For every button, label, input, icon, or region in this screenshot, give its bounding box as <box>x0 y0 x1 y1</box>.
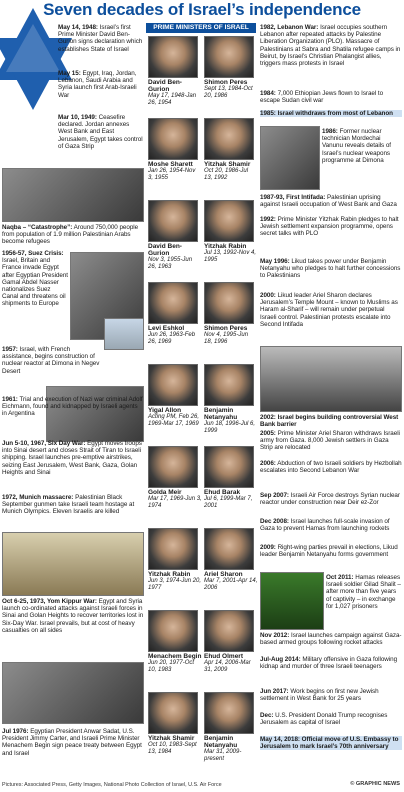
event-1972-munich: 1972, Munich massacre: Palestinian Black September gunmen take Israeli team hostage at Munich Olympics. Eleven Israelis are killed <box>2 494 135 516</box>
pm-name: Golda Meir <box>148 489 182 496</box>
pm-portrait <box>204 200 254 242</box>
pm-term-dates: Mar 17, 1969-Jun 3, 1974 <box>148 496 202 509</box>
pm-term-dates: Jan 26, 1954-Nov 3, 1955 <box>148 168 196 181</box>
pm-portrait <box>148 528 198 570</box>
pm-card <box>204 364 258 434</box>
pm-card <box>148 446 202 509</box>
pm-portrait <box>148 36 198 78</box>
event-2018-embassy: May 14, 2018: Official move of U.S. Embassy to Jerusalem to mark Israel’s 70th anniversary <box>260 736 402 750</box>
pm-card <box>204 446 258 509</box>
pm-portrait <box>204 446 254 488</box>
dimona-reactor-photo <box>104 318 144 350</box>
pm-card <box>204 200 258 263</box>
event-1985-lebanon-withdrawal: 1985: Israel withdraws from most of Lebanon <box>260 110 402 117</box>
pm-name: Yitzhak Rabin <box>148 571 191 578</box>
event-1992-rabin: 1992: Prime Minister Yitzhak Rabin pledges to halt Jewish settlement expansion programme, opens secret talks with PLO <box>260 216 399 238</box>
pm-portrait <box>148 692 198 734</box>
pm-card <box>148 282 202 345</box>
event-2008-gaza-invasion: Dec 2008: Israel launches full-scale invasion of Gaza to prevent Hamas from launching rockets <box>260 518 390 533</box>
event-2002-barrier: 2002: Israel begins building controversial West Bank barrier <box>260 414 399 429</box>
event-1967-six-day-war: Jun 5-10, 1967, Six Day War: Egypt moves troops into Sinai desert and closes Strait of Tiran to Israeli shipping. Israel launches pre-emptive airstrikes, seizing East Jerusalem, West Bank, Gaza, Golan Heights and Sinai <box>2 440 142 476</box>
pm-term-dates: Mar 31, 2009-present <box>204 749 242 762</box>
event-2017-jerusalem: Dec: U.S. President Donald Trump recognises Jerusalem as capital of Israel <box>260 712 388 727</box>
pm-portrait <box>204 364 254 406</box>
event-2006-lebanon: 2006: Abduction of two Israeli soldiers by Hezbollah escalates into Second Lebanon War <box>260 460 402 475</box>
event-1984-ethiopian-jews: 1984: 7,000 Ethiopian Jews flown to Israel to escape Sudan civil war <box>260 90 384 105</box>
pm-name: Levi Eshkol <box>148 325 185 332</box>
pm-name: Shimon Peres <box>204 79 248 86</box>
pm-term-dates: Nov 4, 1995-Jun 18, 1996 <box>204 332 249 345</box>
pm-term-dates: Apr 14, 2006-Mar 31, 2009 <box>204 660 251 673</box>
pm-portrait <box>148 364 198 406</box>
pm-card <box>148 36 202 106</box>
pm-card <box>204 692 258 762</box>
page-title: Seven decades of Israel’s independence <box>43 0 361 19</box>
pm-term-dates: Jun 18, 1996-Jul 6, 1999 <box>204 421 256 434</box>
pm-name: Benjamin Netanyahu <box>204 407 238 421</box>
pm-portrait <box>204 692 254 734</box>
shalit-photo <box>260 572 324 630</box>
pm-term-dates: Nov 3, 1955-Jun 26, 1963 <box>148 257 193 270</box>
pm-name: Benjamin Netanyahu <box>204 735 238 749</box>
pm-term-dates: Jul 13, 1992-Nov 4, 1995 <box>204 250 257 263</box>
pm-portrait <box>148 200 198 242</box>
pm-card <box>148 200 202 270</box>
pm-term-dates: Jun 3, 1974-Jun 20, 1977 <box>148 578 202 591</box>
graphic-news-credit: © GRAPHIC NEWS <box>350 781 400 787</box>
pm-card <box>204 528 258 591</box>
event-1961-eichmann: 1961: Trial and execution of Nazi war criminal Adolf Eichmann, found and kidnapped by Israeli agents in Argentina <box>2 396 143 418</box>
event-first-intifada: 1987-93, First Intifada: Palestinian uprising against Israeli occupation of West Bank and Gaza <box>260 194 397 209</box>
event-1978-peace-treaty: Jul 1976: Egyptian President Anwar Sadat, U.S. President Jimmy Carter, and Israeli Prime Minister Menachem Begin sign peace treaty between Egypt and Israel <box>2 728 142 757</box>
tanks-photo <box>2 532 144 596</box>
pm-name: David Ben-Gurion <box>148 243 182 257</box>
event-1982-lebanon-war: 1982, Lebanon War: Israel occupies southern Lebanon after repeated attacks by Palestine Liberation Organization (PLO). Massacre of Palestinians at Sabra and Shatila refugee camps in Beirut, by Israel’s Christian Phalangist allies, triggers mass protests in Israel <box>260 24 401 68</box>
pm-name: Menachem Begin <box>148 653 202 660</box>
pm-term-dates: Mar 7, 2001-Apr 14, 2006 <box>204 578 258 591</box>
vanunu-photo <box>260 126 320 190</box>
event-1986-vanunu: 1986: Former nuclear technician Mordechai Vanunu reveals details of Israel’s nuclear weapons programme at Dimona <box>322 128 391 164</box>
pm-term-dates: Jul 6, 1999-Mar 7, 2001 <box>204 496 253 509</box>
pm-grid <box>146 34 258 780</box>
pm-card <box>148 118 202 181</box>
pm-term-dates: Oct 20, 1986-Jul 13, 1992 <box>204 168 249 181</box>
pm-portrait <box>204 118 254 160</box>
pm-name: Ehud Olmert <box>204 653 244 660</box>
pm-portrait <box>148 610 198 652</box>
pm-name: Yitzhak Shamir <box>204 161 251 168</box>
pm-name: Shimon Peres <box>204 325 248 332</box>
right-timeline <box>258 0 404 780</box>
event-1949-ceasefire: Mar 10, 1949: Ceasefire declared. Jordan annexes West Bank and East Jerusalem, Egypt takes control of Gaza Strip <box>58 114 143 150</box>
pm-card <box>148 528 202 591</box>
event-suez-crisis: 1956-57, Suez Crisis: Israel, Britain and France invade Egypt after Egyptian President Gamal Abdel Nasser nationalizes Suez Canal and threatens oil shipments to Europe <box>2 250 69 308</box>
pm-card <box>204 282 258 345</box>
pm-portrait <box>204 610 254 652</box>
event-1948-arab-war: May 15: Egypt, Iraq, Jordan, Lebanon, Saudi Arabia and Syria launch first Arab-Israeli War <box>58 70 137 99</box>
pm-term-dates: Jun 26, 1963-Feb 26, 1969 <box>148 332 196 345</box>
pm-term-dates: Sept 13, 1984-Oct 20, 1986 <box>204 86 253 99</box>
pm-portrait <box>204 282 254 324</box>
pm-card <box>204 610 258 673</box>
left-timeline <box>0 0 146 780</box>
pm-portrait <box>148 446 198 488</box>
pm-portrait <box>148 282 198 324</box>
event-1996-netanyahu: May 1996: Likud takes power under Benjamin Netanyahu who pledges to halt further concessions to Palestinians <box>260 258 401 280</box>
intifada-photo <box>260 346 402 412</box>
pm-card <box>148 692 202 755</box>
pm-card <box>204 36 258 99</box>
pm-portrait <box>204 36 254 78</box>
pm-name: Yigal Allon <box>148 407 182 414</box>
event-2007-syria-reactor: Sep 2007: Israeli Air Force destroys Syrian nuclear reactor under construction near Deir ez-Zor <box>260 492 400 507</box>
refugees-photo <box>2 168 144 222</box>
event-1948-declaration: May 14, 1948: Israel’s first Prime Minister David Ben-Gurion signs declaration which establishes State of Israel <box>58 24 143 53</box>
event-2017-settlement: Jun 2017: Work begins on first new Jewish settlement in West Bank for 25 years <box>260 688 379 703</box>
pm-card <box>204 118 258 181</box>
pm-portrait <box>148 118 198 160</box>
pm-portrait <box>204 528 254 570</box>
pm-section-header: PRIME MINISTERS OF ISRAEL <box>146 23 256 33</box>
pm-term-dates: Jun 20, 1977-Oct 10, 1983 <box>148 660 195 673</box>
pm-term-dates: May 17, 1948-Jan 26, 1954 <box>148 93 197 106</box>
camp-david-photo <box>2 662 144 724</box>
event-2011-shalit: Oct 2011: Hamas releases Israeli soldier Gilad Shalit – after more than five years of captivity – in exchange for 1,027 prisoners <box>326 574 401 610</box>
pm-name: Yitzhak Shamir <box>148 735 195 742</box>
pm-name: Ehud Barak <box>204 489 241 496</box>
pm-term-dates: Acting PM, Feb 26, 1969-Mar 17, 1969 <box>148 414 200 427</box>
pm-name: Ariel Sharon <box>204 571 243 578</box>
event-2009-elections: 2009: Right-wing parties prevail in elections, Likud leader Benjamin Netanyahu forms government <box>260 544 398 559</box>
photo-credits: Pictures: Associated Press, Getty Images, National Photo Collection of Israel, U.S. Air Force <box>2 782 222 788</box>
event-1957-dimona: 1957: Israel, with French assistance, begins construction of nuclear reactor at Dimona in Negev Desert <box>2 346 100 375</box>
event-2000-second-intifada: 2000: Likud leader Ariel Sharon declares Jerusalem’s Temple Mount – known to Muslims as Haram al-Sharif – will remain under perpetual Israeli control. Palestinian protests escalate into Second Intifada <box>260 292 398 328</box>
event-1973-yom-kippur: Oct 6-25, 1973, Yom Kippur War: Egypt and Syria launch co-ordinated attacks against Israeli forces in Sinai and Golan Heights to recover territories lost in Six-Day War. Israel prevails, but at cost of heavy casualties on all sides <box>2 598 144 634</box>
event-2012-gaza: Nov 2012: Israel launches campaign against Gaza-based armed groups following rocket attacks <box>260 632 402 647</box>
event-naqba: Naqba – “Catastrophe”: Around 750,000 people from population of 1.9 million Palestinian Arabs become refugees <box>2 224 139 246</box>
event-2005-gaza-withdrawal: 2005: Prime Minister Ariel Sharon withdraws Israeli army from Gaza. 8,000 Jewish settlers in Gaza Strip are relocated <box>260 430 400 452</box>
pm-card <box>148 364 202 427</box>
event-2014-gaza-offensive: Jul-Aug 2014: Military offensive in Gaza following kidnap and murder of three Israeli teenagers <box>260 656 398 671</box>
pm-name: Yitzhak Rabin <box>204 243 247 250</box>
pm-name: Moshe Sharett <box>148 161 193 168</box>
pm-card <box>148 610 202 673</box>
pm-term-dates: Oct 10, 1983-Sept 13, 1984 <box>148 742 197 755</box>
pm-name: David Ben-Gurion <box>148 79 182 93</box>
